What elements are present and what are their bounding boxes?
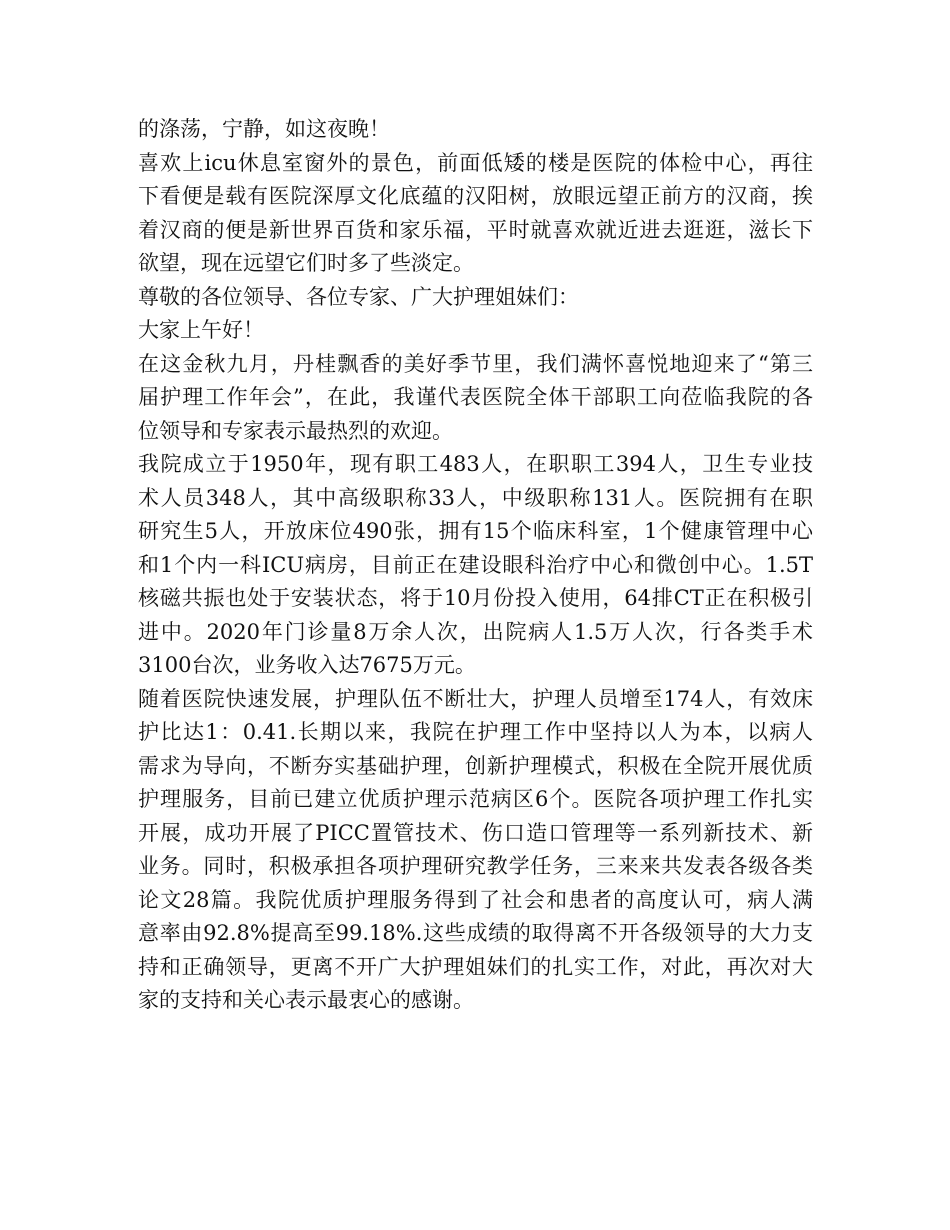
text-line: 论文28篇。我院优质护理服务得到了社会和患者的高度认可，病人满 (138, 887, 813, 912)
text-line: 3100台次，业务收入达7675万元。 (138, 653, 476, 677)
text-line: 届护理工作年会”，在此，我谨代表医院全体干部职工向莅临我院的各 (138, 385, 813, 409)
text-line: 喜欢上icu休息室窗外的景色，前面低矮的楼是医院的体检中心，再往 (138, 150, 813, 175)
paragraph-3 (138, 281, 813, 315)
text-line: 持和正确领导，更离不开广大护理姐妹们的扎实工作，对此，再次对大 (138, 954, 813, 979)
text-line: 家的支持和关心表示最衷心的感谢。 (138, 988, 474, 1012)
paragraph-4 (138, 314, 813, 348)
text-line: 着汉商的便是新世界百货和家乐福，平时就喜欢就近进去逛逛，滋长下 (138, 217, 813, 242)
paragraph-5 (138, 348, 813, 449)
text-line: 的涤荡，宁静，如这夜晚！ (138, 117, 390, 141)
text-line: 我院成立于1950年，现有职工483人，在职职工394人，卫生专业技 (138, 452, 813, 476)
text-line: 位领导和专家表示最热烈的欢迎。 (138, 418, 453, 443)
paragraph-1 (138, 113, 813, 147)
text-line: 需求为导向，不断夯实基础护理，创新护理模式，积极在全院开展优质 (138, 753, 813, 778)
text-line: 和1个内一科ICU病房，目前正在建设眼科治疗中心和微创中心。1.5T (138, 552, 813, 577)
text-line: 护比达1：0.41.长期以来，我院在护理工作中坚持以人为本，以病人 (138, 720, 813, 744)
document-body (138, 113, 813, 1018)
text-line: 尊敬的各位领导、各位专家、广大护理姐妹们： (138, 284, 579, 309)
text-line: 在这金秋九月，丹桂飘香的美好季节里，我们满怀喜悦地迎来了“第三 (138, 351, 813, 376)
paragraph-6 (138, 448, 813, 683)
text-line: 意率由92.8%提高至99.18%.这些成绩的取得离不开各级领导的大力支 (138, 921, 813, 945)
text-line: 护理服务，目前已建立优质护理示范病区6个。医院各项护理工作扎实 (138, 787, 813, 811)
text-line: 进中。2020年门诊量8万余人次，出院病人1.5万人次，行各类手术 (138, 619, 813, 644)
text-line: 业务。同时，积极承担各项护理研究教学任务，三来来共发表各级各类 (138, 854, 813, 878)
paragraph-2 (138, 147, 813, 281)
text-line: 开展，成功开展了PICC置管技术、伤口造口管理等一系列新技术、新 (138, 820, 813, 845)
text-line: 随着医院快速发展，护理队伍不断壮大，护理人员增至174人，有效床 (138, 686, 813, 711)
text-line: 大家上午好！ (138, 318, 264, 342)
text-line: 欲望，现在远望它们时多了些淡定。 (138, 251, 474, 275)
text-line: 核磁共振也处于安装状态，将于10月份投入使用，64排CT正在积极引 (138, 586, 813, 610)
text-line: 研究生5人，开放床位490张，拥有15个临床科室，1个健康管理中心 (138, 519, 813, 543)
text-line: 下看便是载有医院深厚文化底蕴的汉阳树，放眼远望正前方的汉商，挨 (138, 184, 813, 208)
text-line: 术人员348人，其中高级职称33人，中级职称131人。医院拥有在职 (138, 485, 813, 510)
paragraph-7 (138, 683, 813, 1018)
